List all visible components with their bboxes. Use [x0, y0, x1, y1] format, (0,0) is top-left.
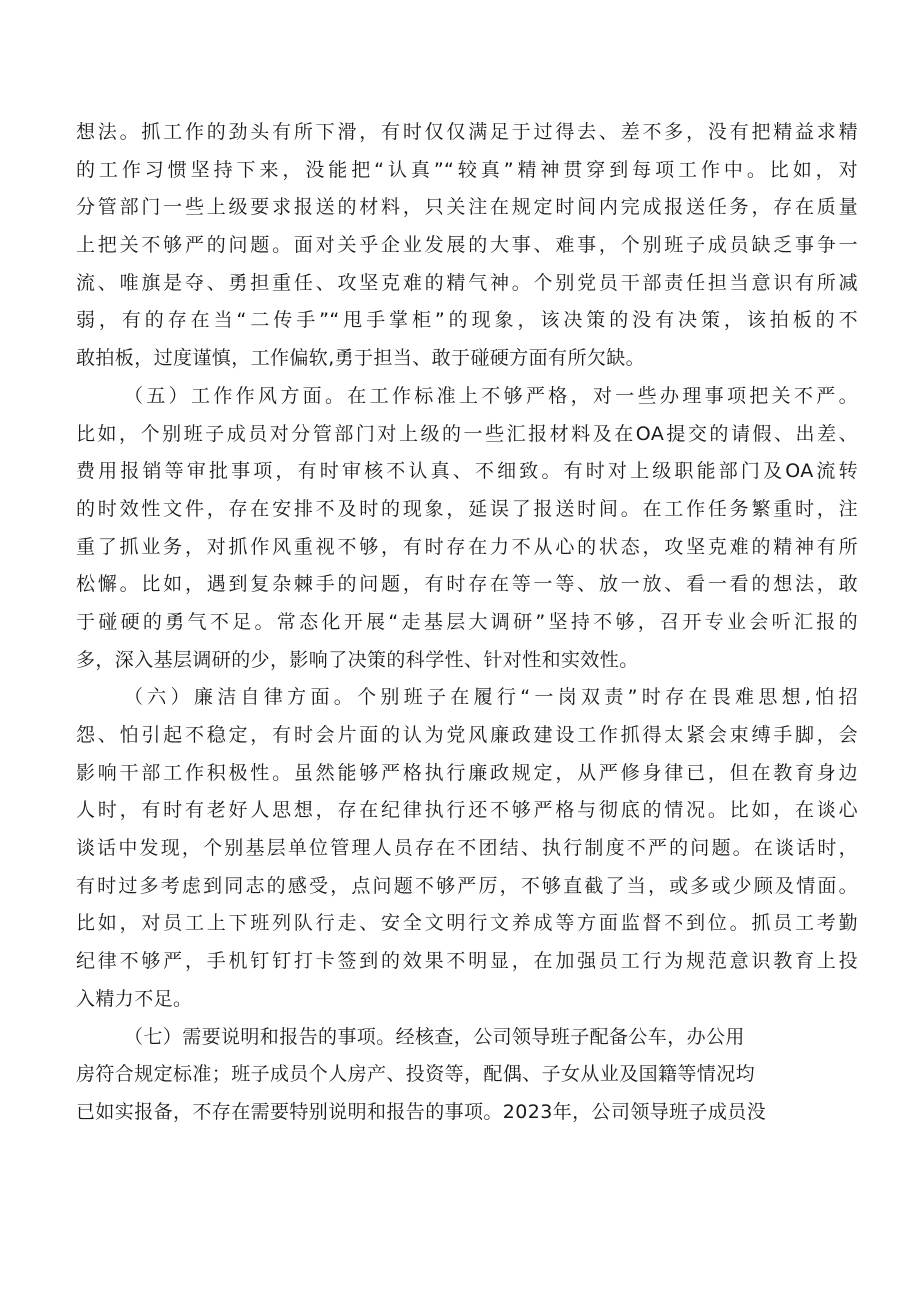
- text-line: 上把关不够严的问题。面对关乎企业发展的大事、难事，个别班子成员缺乏事争一: [76, 234, 858, 257]
- text-line: 敢拍板，过度谨慎，工作偏软,勇于担当、敢于碰硬方面有所欠缺。: [76, 347, 646, 370]
- text-line: 想法。抓工作的劲头有所下滑，有时仅仅满足于过得去、差不多，没有把精益求精: [76, 121, 858, 143]
- text-line: 流、唯旗是夺、勇担重任、攻坚克难的精气神。个别党员干部责任担当意识有所减: [76, 271, 858, 294]
- text-line: 于碰硬的勇气不足。常态化开展“走基层大调研”坚持不够，召开专业会听汇报的: [76, 610, 858, 633]
- text-line: 怨、怕引起不稳定，有时会片面的认为党风廉政建设工作抓得太紧会束缚手脚，会: [76, 724, 858, 746]
- text-line: 已如实报备，不存在需要特别说明和报告的事项。2023年，公司领导班子成员没: [76, 1100, 767, 1123]
- text-line: 入精力不足。: [76, 987, 193, 1010]
- text-line: 比如，个别班子成员对分管部门对上级的一些汇报材料及在OA提交的请假、出差、: [76, 422, 858, 445]
- text-line: 的时效性文件，存在安排不及时的现象，延误了报送时间。在工作任务繁重时，注: [76, 497, 858, 520]
- paragraph-work-style: [76, 378, 858, 680]
- section-heading-line: （七）需要说明和报告的事项。经核查，公司领导班子配备公车，办公用: [124, 1025, 745, 1048]
- paragraph-continuation: [76, 114, 858, 378]
- text-line: 多，深入基层调研的少，影响了决策的科学性、针对性和实效性。: [76, 648, 639, 671]
- document-body: [76, 114, 858, 1132]
- paragraph-integrity: [76, 679, 858, 1018]
- text-line: 谈话中发现，个别基层单位管理人员存在不团结、执行制度不严的问题。在谈话时，: [76, 837, 858, 860]
- section-heading-line: （五）工作作风方面。在工作标准上不够严格，对一些办理事项把关不严。: [124, 384, 858, 407]
- text-line: 重了抓业务，对抓作风重视不够，有时存在力不从心的状态，攻坚克难的精神有所: [76, 535, 858, 558]
- text-line: 比如，对员工上下班列队行走、安全文明行文养成等方面监督不到位。抓员工考勤: [76, 912, 858, 935]
- text-line: 弱，有的存在当“二传手”“甩手掌柜”的现象，该决策的没有决策，该拍板的不: [76, 309, 858, 332]
- text-line: 影响干部工作积极性。虽然能够严格执行廉政规定，从严修身律已，但在教育身边: [76, 761, 858, 784]
- text-line: 的工作习惯坚持下来，没能把“认真”“较真”精神贯穿到每项工作中。比如，对: [76, 158, 858, 181]
- section-heading-line: （六）廉洁自律方面。个别班子在履行“一岗双责”时存在畏难思想,怕招: [124, 686, 858, 709]
- paragraph-matters-to-report: [76, 1019, 858, 1132]
- text-line: 房符合规定标准；班子成员个人房产、投资等，配偶、子女从业及国籍等情况均: [76, 1063, 756, 1086]
- text-line: 纪律不够严，手机钉钉打卡签到的效果不明显，在加强员工行为规范意识教育上投: [76, 950, 858, 973]
- text-line: 人时，有时有老好人思想，存在纪律执行还不够严格与彻底的情况。比如，在谈心: [76, 799, 858, 822]
- text-line: 分管部门一些上级要求报送的材料，只关注在规定时间内完成报送任务，存在质量: [76, 196, 858, 219]
- text-line: 松懈。比如，遇到复杂棘手的问题，有时存在等一等、放一放、看一看的想法，敢: [76, 573, 858, 596]
- text-line: 有时过多考虑到同志的感受，点问题不够严厉，不够直截了当，或多或少顾及情面。: [76, 874, 858, 897]
- text-line: 费用报销等审批事项，有时审核不认真、不细致。有时对上级职能部门及OA流转: [76, 460, 858, 483]
